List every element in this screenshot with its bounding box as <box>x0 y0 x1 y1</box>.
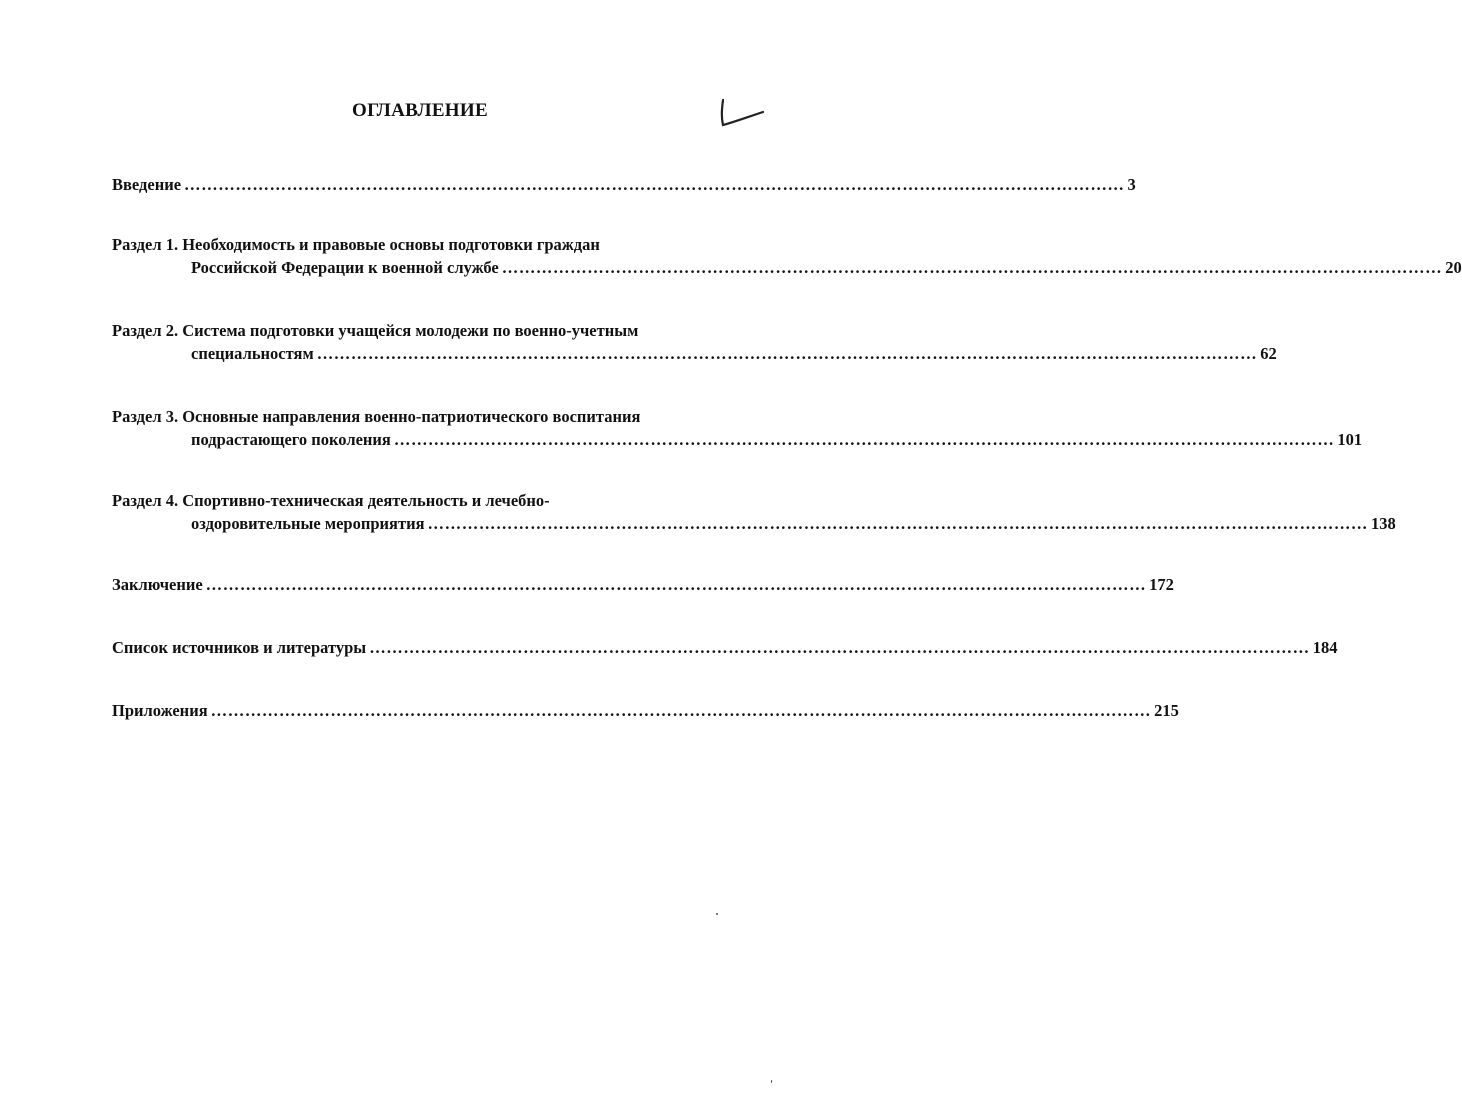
toc-entry-label: Заключение <box>112 575 203 594</box>
toc-entry-title-line2: специальностям <box>191 344 314 363</box>
toc-entry-page: 20 <box>1445 258 1462 277</box>
toc-entry-label: Список источников и литературы <box>112 638 367 657</box>
scan-speck <box>716 913 718 915</box>
toc-leader-dots: ………………………………………………………………………………………………………………………………………………… <box>316 344 1258 363</box>
toc-entry-prefix: Раздел 1. <box>112 235 179 254</box>
toc-entry-section-2[interactable] <box>112 319 1277 365</box>
toc-entry-appendices[interactable] <box>112 699 1179 722</box>
toc-leader-dots: ………………………………………………………………………………………………………………………………………………… <box>210 701 1152 720</box>
toc-leader-dots: ………………………………………………………………………………………………………………………………………………… <box>184 175 1125 194</box>
toc-entry-page: 62 <box>1260 344 1277 363</box>
toc-entry-section-1[interactable] <box>112 233 1462 279</box>
toc-entry-title-line2: подрастающего поколения <box>191 430 391 449</box>
toc-leader-dots: ………………………………………………………………………………………………………………………………………………… <box>501 258 1443 277</box>
toc-entry-page: 172 <box>1149 575 1174 594</box>
handwritten-mark-icon <box>715 98 767 132</box>
toc-entry-section-4[interactable] <box>112 489 1396 535</box>
toc-entry-prefix: Раздел 4. <box>112 491 179 510</box>
toc-entry-page: 184 <box>1312 638 1338 657</box>
toc-leader-dots: ………………………………………………………………………………………………………………………………………………… <box>393 430 1335 449</box>
toc-entry-title-line1: Необходимость и правовые основы подготовки граждан <box>182 235 600 254</box>
toc-entry-title-line2: Российской Федерации к военной службе <box>191 258 499 277</box>
toc-entry-title-line1: Система подготовки учащейся молодежи по военно-учетным <box>182 321 639 340</box>
toc-leader-dots: ………………………………………………………………………………………………………………………………………………… <box>427 514 1369 533</box>
toc-entry-page: 215 <box>1154 701 1179 720</box>
toc-entry-section-3[interactable] <box>112 405 1363 451</box>
toc-entry-page: 3 <box>1127 175 1136 194</box>
scan-speck <box>771 1080 772 1083</box>
toc-entry-conclusion[interactable] <box>112 573 1174 596</box>
toc-leader-dots: ………………………………………………………………………………………………………………………………………………… <box>205 575 1147 594</box>
toc-entry-title-line1: Основные направления военно-патриотического воспитания <box>182 407 641 426</box>
toc-entry-bibliography[interactable] <box>112 636 1338 659</box>
toc-leader-dots: ………………………………………………………………………………………………………………………………………………… <box>369 638 1310 657</box>
toc-entry-page: 101 <box>1337 430 1363 449</box>
toc-entry-introduction[interactable] <box>112 173 1136 196</box>
toc-entry-title-line2: оздоровительные мероприятия <box>191 514 425 533</box>
toc-entry-prefix: Раздел 3. <box>112 407 179 426</box>
toc-entry-label: Приложения <box>112 701 208 720</box>
toc-entry-label: Введение <box>112 175 182 194</box>
toc-entry-prefix: Раздел 2. <box>112 321 179 340</box>
toc-entry-title-line1: Спортивно-техническая деятельность и лечебно- <box>182 491 550 510</box>
toc-entry-page: 138 <box>1371 514 1396 533</box>
page-title: ОГЛАВЛЕНИЕ <box>352 100 488 121</box>
